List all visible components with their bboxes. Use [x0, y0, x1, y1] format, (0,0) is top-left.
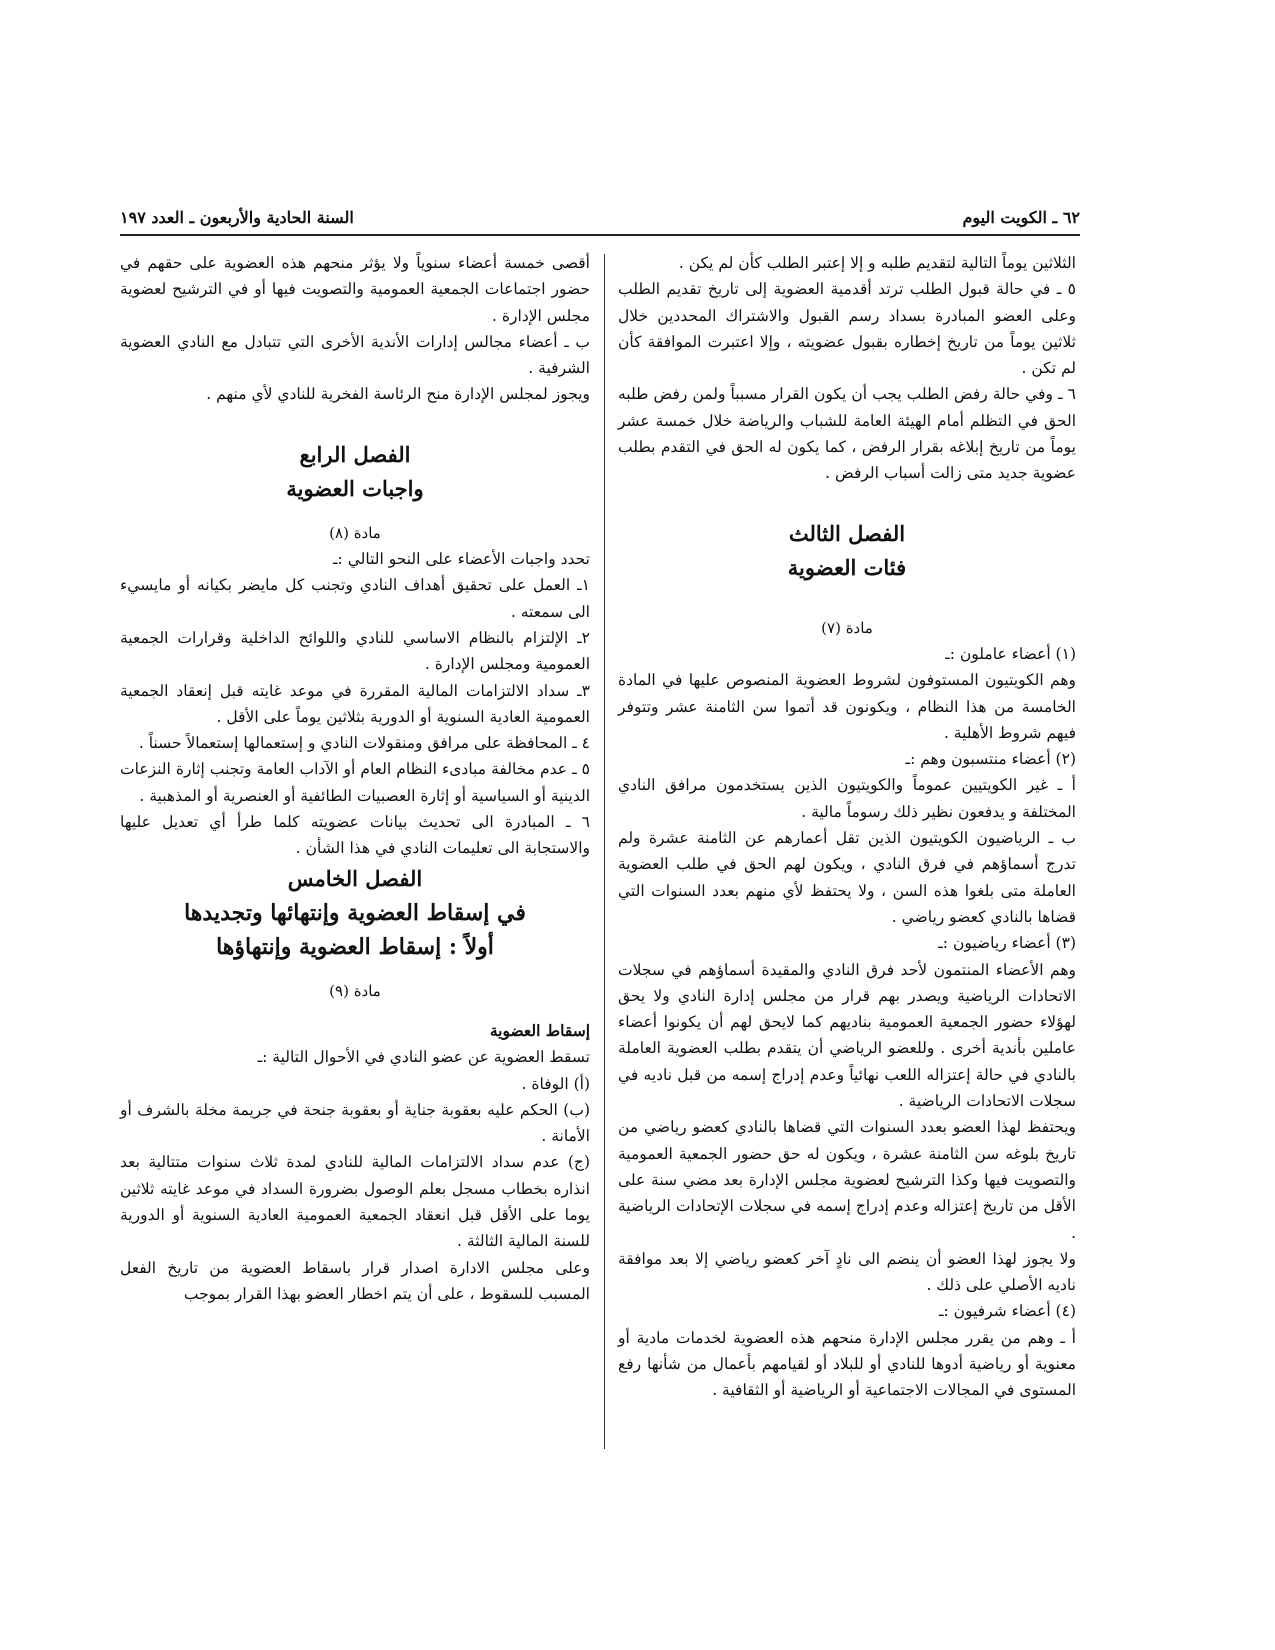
section-heading: (٤) أعضاء شرفيون :ـ — [938, 1302, 1076, 1321]
paragraph: ويجوز لمجلس الإدارة منح الرئاسة الفخرية للنادي لأي منهم . — [206, 385, 590, 404]
article-heading: مادة (٧) — [821, 618, 873, 637]
chapter-subtitle: واجبات العضوية — [286, 475, 424, 501]
paragraph: الثلاثين يوماً التالية لتقديم طلبه و إلا إعتبر الطلب كأن لم يكن . — [678, 254, 1076, 272]
paragraph: ولا يجوز لهذا العضو أن ينضم الى نادٍ آخر كعضو رياضي إلا بعد موافقة ناديه الأصلي على ذلك . — [618, 1249, 1076, 1295]
paragraph: أ ـ غير الكويتيين عموماً والكويتيون الذين يستخدمون مرافق النادي المختلفة و يدفعون نظير ذلك رسوماً مالية . — [618, 776, 1076, 821]
paragraph: وهم الأعضاء المنتمون لأحد فرق النادي والمقيدة أسماؤهم في سجلات الاتحادات الرياضية ويصدر بهم قرار من مجلس إدارة النادي ولا يحق لهؤلاء حضور الجمعية العمومية بناديهم كما لايحق لهم أن يكونوا أعضاء عاملين بأندية أخرى . وللعضو الرياضي أن يتقدم بطلب العضوية العاملة بالنادي في حالة إعتزاله اللعب نهائياً وعدم إدراج إسمه من قبل ناديه في سجلات الاتحادات الرياضية . — [618, 960, 1076, 1111]
paragraph: أقصى خمسة أعضاء سنوياً ولا يؤثر منحهم هذه العضوية على حقهم في حضور اجتماعات الجمعية العمومية والتصويت فيها أو في الترشيح لعضوية مجلس الإدارة . — [120, 254, 590, 325]
right-column — [618, 250, 1076, 1404]
chapter-title: الفصل الرابع — [299, 441, 411, 467]
paragraph: ٥ ـ في حالة قبول الطلب ترتد أقدمية العضوية إلى تاريخ تقديم الطلب وعلى العضو المبادرة بسداد رسم القبول والاشتراك المحددين خلال ثلاثين يوماً من تاريخ إخطاره بقبول عضويته ، وإلا اعتبرت الموافقة كأن لم تكن . — [618, 280, 1076, 378]
chapter-subtitle: في إسقاط العضوية وإنتهائها وتجديدها — [184, 899, 526, 926]
paragraph: وعلى مجلس الادارة اصدار قرار باسقاط العضوية من تاريخ الفعل المسبب للسقوط ، على أن يتم اخطار العضو بهذا القرار بموجب — [120, 1258, 590, 1303]
list-item: (ب) الحكم عليه بعقوبة جناية أو بعقوبة جنحة في جريمة مخلة بالشرف أو الأمانة . — [120, 1100, 590, 1146]
list-item: ٣ـ سداد الالتزامات المالية المقررة في موعد غايته قبل إنعقاد الجمعية العمومية العادية السنوية أو الدورية بثلاثين يوماً على الأقل . — [120, 681, 590, 726]
paragraph: تسقط العضوية عن عضو النادي في الأحوال التالية :ـ — [257, 1048, 590, 1067]
section-heading: (٣) أعضاء رياضيون :ـ — [938, 934, 1076, 953]
list-item: ٥ ـ عدم مخالفة مبادىء النظام العام أو الآداب العامة وتجنب إثارة النزعات الدينية أو السياسية أو إثارة العصبيات الطائفية أو العنصرية أو المذهبية . — [120, 760, 590, 805]
chapter-title: الفصل الخامس — [287, 865, 423, 891]
paragraph: وهم الكويتيون المستوفون لشروط العضوية المنصوص عليها في المادة الخامسة من هذا النظام ، ويكونون قد أتموا سن الثامنة عشر وتتوفر فيهم شروط الأهلية . — [618, 671, 1076, 742]
header-issue: السنة الحادية والأربعون ـ العدد ١٩٧ — [120, 208, 354, 227]
page-header — [120, 208, 1080, 236]
list-item: ٤ ـ المحافظة على مرافق ومنقولات النادي و إستعمالها إستعمالاً حسناً . — [138, 734, 590, 753]
section-heading: إسقاط العضوية — [489, 1020, 590, 1040]
header-page-number: ٦٢ ـ الكويت اليوم — [962, 208, 1080, 227]
paragraph: ٦ ـ وفي حالة رفض الطلب يجب أن يكون القرار مسبباً ولمن رفض طلبه الحق في التظلم أمام الهيئة العامة للشباب والرياضة خلال خمسة عشر يوماً من تاريخ إبلاغه بقرار الرفض ، كما يكون له الحق في التقدم بطلب عضوية جديد متى زالت أسباب الرفض . — [618, 385, 1076, 483]
chapter-subtitle: فئات العضوية — [787, 554, 907, 580]
paragraph: تحدد واجبات الأعضاء على النحو التالي :ـ — [333, 550, 590, 569]
section-heading: (١) أعضاء عاملون :ـ — [945, 644, 1076, 663]
paragraph: ب ـ الرياضيون الكويتيون الذين تقل أعمارهم عن الثامنة عشرة ولم تدرج أسماؤهم في فرق النادي ، ويكون لهم الحق في طلب العضوية العاملة متى بلغوا هذه السن ، ولا يحتفظ لأي منهم بعدد السنوات التي قضاها بالنادي كعضو رياضي . — [618, 829, 1076, 926]
article-heading: مادة (٨) — [329, 523, 381, 542]
list-item: (ج) عدم سداد الالتزامات المالية للنادي لمدة ثلاث سنوات متتالية بعد انذاره بخطاب مسجل بعلم الوصول بضرورة السداد في موعد غايته ثلاثين يوما على الأقل قبل انعقاد الجمعية العمومية العادية السنوية أو الدورية للسنة المالية الثالثة . — [120, 1153, 590, 1251]
list-item: ٦ ـ المبادرة الى تحديث بيانات عضويته كلما طرأ أي تعديل عليها والاستجابة الى تعليمات النادي في هذا الشأن . — [120, 813, 590, 858]
paragraph: أ ـ وهم من يقرر مجلس الإدارة منحهم هذه العضوية لخدمات مادية أو معنوية أو رياضية أدوها للنادي أو للبلاد أو لقيامهم بأعمال من شأنها رفع المستوى في المجالات الاجتماعية أو الرياضية أو الثقافية . — [618, 1328, 1076, 1400]
chapter-title: الفصل الثالث — [788, 520, 906, 546]
left-column — [120, 250, 590, 1307]
list-item: (أ) الوفاة . — [521, 1074, 590, 1093]
paragraph: ويحتفظ لهذا العضو بعدد السنوات التي قضاها بالنادي كعضو رياضي من تاريخ بلوغه سن الثامنة عشرة ، ويكون له حق حضور الجمعية العمومية والتصويت فيها وكذا الترشيح لعضوية مجلس الإدارة بعد مضي سنة على الأقل من تاريخ إعتزاله وعدم إدراج إسمه في سجلات الإتحادات الرياضية . — [618, 1118, 1076, 1242]
chapter-subtitle: أولاً : إسقاط العضوية وإنتهاؤها — [216, 933, 494, 960]
list-item: ١ـ العمل على تحقيق أهداف النادي وتجنب كل مايضر بكيانه أو مايسيء الى سمعته . — [120, 576, 590, 621]
section-heading: (٢) أعضاء منتسبون وهم :ـ — [905, 750, 1076, 769]
column-divider — [604, 254, 605, 1449]
article-heading: مادة (٩) — [329, 981, 381, 1000]
paragraph: ب ـ أعضاء مجالس إدارات الأندية الأخرى التي تتبادل مع النادي العضوية الشرفية . — [120, 332, 590, 378]
list-item: ٢ـ الإلتزام بالنظام الاساسي للنادي واللوائح الداخلية وقرارات الجمعية العمومية ومجلس الإدارة . — [120, 628, 590, 674]
